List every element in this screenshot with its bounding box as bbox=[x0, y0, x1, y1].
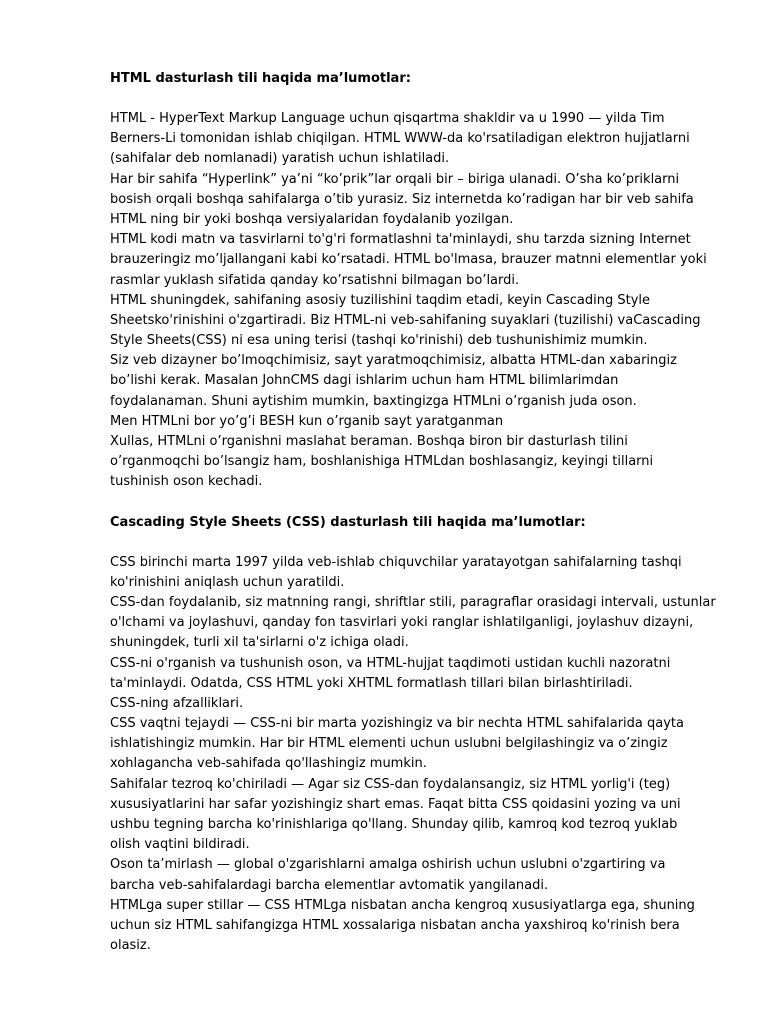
body-line: barcha veb-sahifalardagi barcha elementlar avtomatik yangilanadi. bbox=[110, 877, 549, 893]
body-line: CSS birinchi marta 1997 yilda veb-ishlab chiquvchilar yaratayotgan sahifalarning tashqi bbox=[110, 554, 682, 570]
body-line: o'lchami va joylashuvi, qanday fon tasvirlari yoki ranglar ishlatilganligi, joylashuv dizayni, bbox=[110, 615, 694, 631]
section-heading-html: HTML dasturlash tili haqida ma’lumotlar: bbox=[110, 71, 411, 86]
body-line: Siz veb dizayner bo’lmoqchimisiz, sayt yaratmoqchimisiz, albatta HTML-dan xabaringiz bbox=[110, 353, 677, 369]
body-line: ushbu tegning barcha ko'rinishlariga qo'llang. Shunday qilib, kamroq kod tezroq yuklab bbox=[110, 817, 678, 832]
body-line: xohlagancha veb-sahifada qo'llashingiz mumkin. bbox=[110, 756, 427, 772]
body-line: Berners-Li tomonidan ishlab chiqilgan. HTML WWW-da ko'rsatiladigan elektron hujjatlarni bbox=[110, 131, 690, 147]
body-line: HTML ning bir yoki boshqa versiyalaridan foydalanib yozilgan. bbox=[110, 211, 514, 227]
body-line: CSS-ning afzalliklari. bbox=[110, 695, 244, 711]
section-heading-css: Cascading Style Sheets (CSS) dasturlash tili haqida ma’lumotlar: bbox=[110, 514, 586, 530]
body-line: ta'minlaydi. Odatda, CSS HTML yoki XHTML formatlash tillari bilan birlashtiriladi. bbox=[110, 675, 633, 691]
body-line: uchun siz HTML sahifangizga HTML xossalariga nisbatan ancha yaxshiroq ko'rinish bera bbox=[110, 917, 680, 933]
body-line: HTMLga super stillar — CSS HTMLga nisbatan ancha kengroq xususiyatlarga ega, shuning bbox=[110, 897, 695, 913]
body-line: HTML - HyperText Markup Language uchun qisqartma shakldir va u 1990 — yilda Tim bbox=[110, 111, 665, 126]
body-line: olish vaqtini bildiradi. bbox=[110, 837, 250, 853]
body-line: Sheetsko'rinishini o'zgartiradi. Biz HTML-ni veb-sahifaning suyaklari (tuzilishi) vaCascading bbox=[110, 312, 701, 328]
document-page bbox=[110, 62, 716, 956]
body-line: (sahifalar deb nomlanadi) yaratish uchun ishlatiladi. bbox=[110, 151, 450, 167]
body-line: Oson ta’mirlash — global o'zgarishlarni amalga oshirish uchun uslubni o'zgartiring va bbox=[110, 857, 666, 873]
body-line: ko'rinishini aniqlash uchun yaratildi. bbox=[110, 574, 345, 590]
section-body-css bbox=[110, 553, 716, 957]
body-line: Style Sheets(CSS) ni esa uning terisi (tashqi ko'rinishi) deb tushunishimiz mumkin. bbox=[110, 333, 648, 349]
body-line: brauzeringiz mo’ljallangani kabi ko’rsatadi. HTML bo'lmasa, brauzer matnni elementlar yoki bbox=[110, 252, 707, 268]
body-line: shuningdek, turli xil ta'sirlarni o'z ichiga oladi. bbox=[110, 635, 409, 651]
body-line: Men HTMLni bor yo’g’i BESH kun o’rganib sayt yaratganman bbox=[110, 413, 504, 429]
body-line: tushinish oson kechadi. bbox=[110, 474, 263, 490]
body-line: HTML shuningdek, sahifaning asosiy tuzilishini taqdim etadi, keyin Cascading Style bbox=[110, 292, 651, 308]
body-line: rasmlar yuklash sifatida qanday ko’rsatishni bilmagan bo’lardi. bbox=[110, 272, 520, 288]
body-line: CSS vaqtni tejaydi — CSS-ni bir marta yozishingiz va bir nechta HTML sahifalarida qayta bbox=[110, 716, 684, 732]
body-line: ishlatishingiz mumkin. Har bir HTML elementi uchun uslubni belgilashingiz va o’zingiz bbox=[110, 736, 668, 752]
body-line: Sahifalar tezroq ko'chiriladi — Agar siz CSS-dan foydalansangiz, siz HTML yorlig'i (teg) bbox=[110, 776, 671, 792]
body-line: CSS-dan foydalanib, siz matnning rangi, shriftlar stili, paragraflar orasidagi intervali, ustunlar bbox=[110, 594, 716, 610]
body-line: foydalanaman. Shuni aytishim mumkin, baxtingizga HTMLni o’rganish juda oson. bbox=[110, 393, 637, 409]
body-line: olasiz. bbox=[110, 938, 151, 954]
body-line: HTML kodi matn va tasvirlarni to'g'ri formatlashni ta'minlaydi, shu tarzda sizning Internet bbox=[110, 232, 691, 248]
body-line: Har bir sahifa “Hyperlink” ya’ni “ko’prik”lar orqali bir – biriga ulanadi. O’sha ko’priklarni bbox=[110, 171, 680, 187]
body-line: xususiyatlarini har safar yozishingiz shart emas. Faqat bitta CSS qoidasini yozing va uni bbox=[110, 796, 681, 812]
body-line: bosish orqali boshqa sahifalarga o’tib yurasiz. Siz internetda ko’radigan har bir veb sahifa bbox=[110, 191, 694, 207]
body-line: o’rganmoqchi bo’lsangiz ham, boshlanishiga HTMLdan boshlasangiz, keyingi tillarni bbox=[110, 454, 654, 470]
body-line: Xullas, HTMLni o’rganishni maslahat beraman. Boshqa biron bir dasturlash tilini bbox=[110, 434, 628, 449]
body-line: CSS-ni o'rganish va tushunish oson, va HTML-hujjat taqdimoti ustidan kuchli nazoratni bbox=[110, 655, 671, 671]
section-body-html bbox=[110, 109, 710, 493]
body-line: bo’lishi kerak. Masalan JohnCMS dagi ishlarim uchun ham HTML bilimlarimdan bbox=[110, 373, 619, 389]
